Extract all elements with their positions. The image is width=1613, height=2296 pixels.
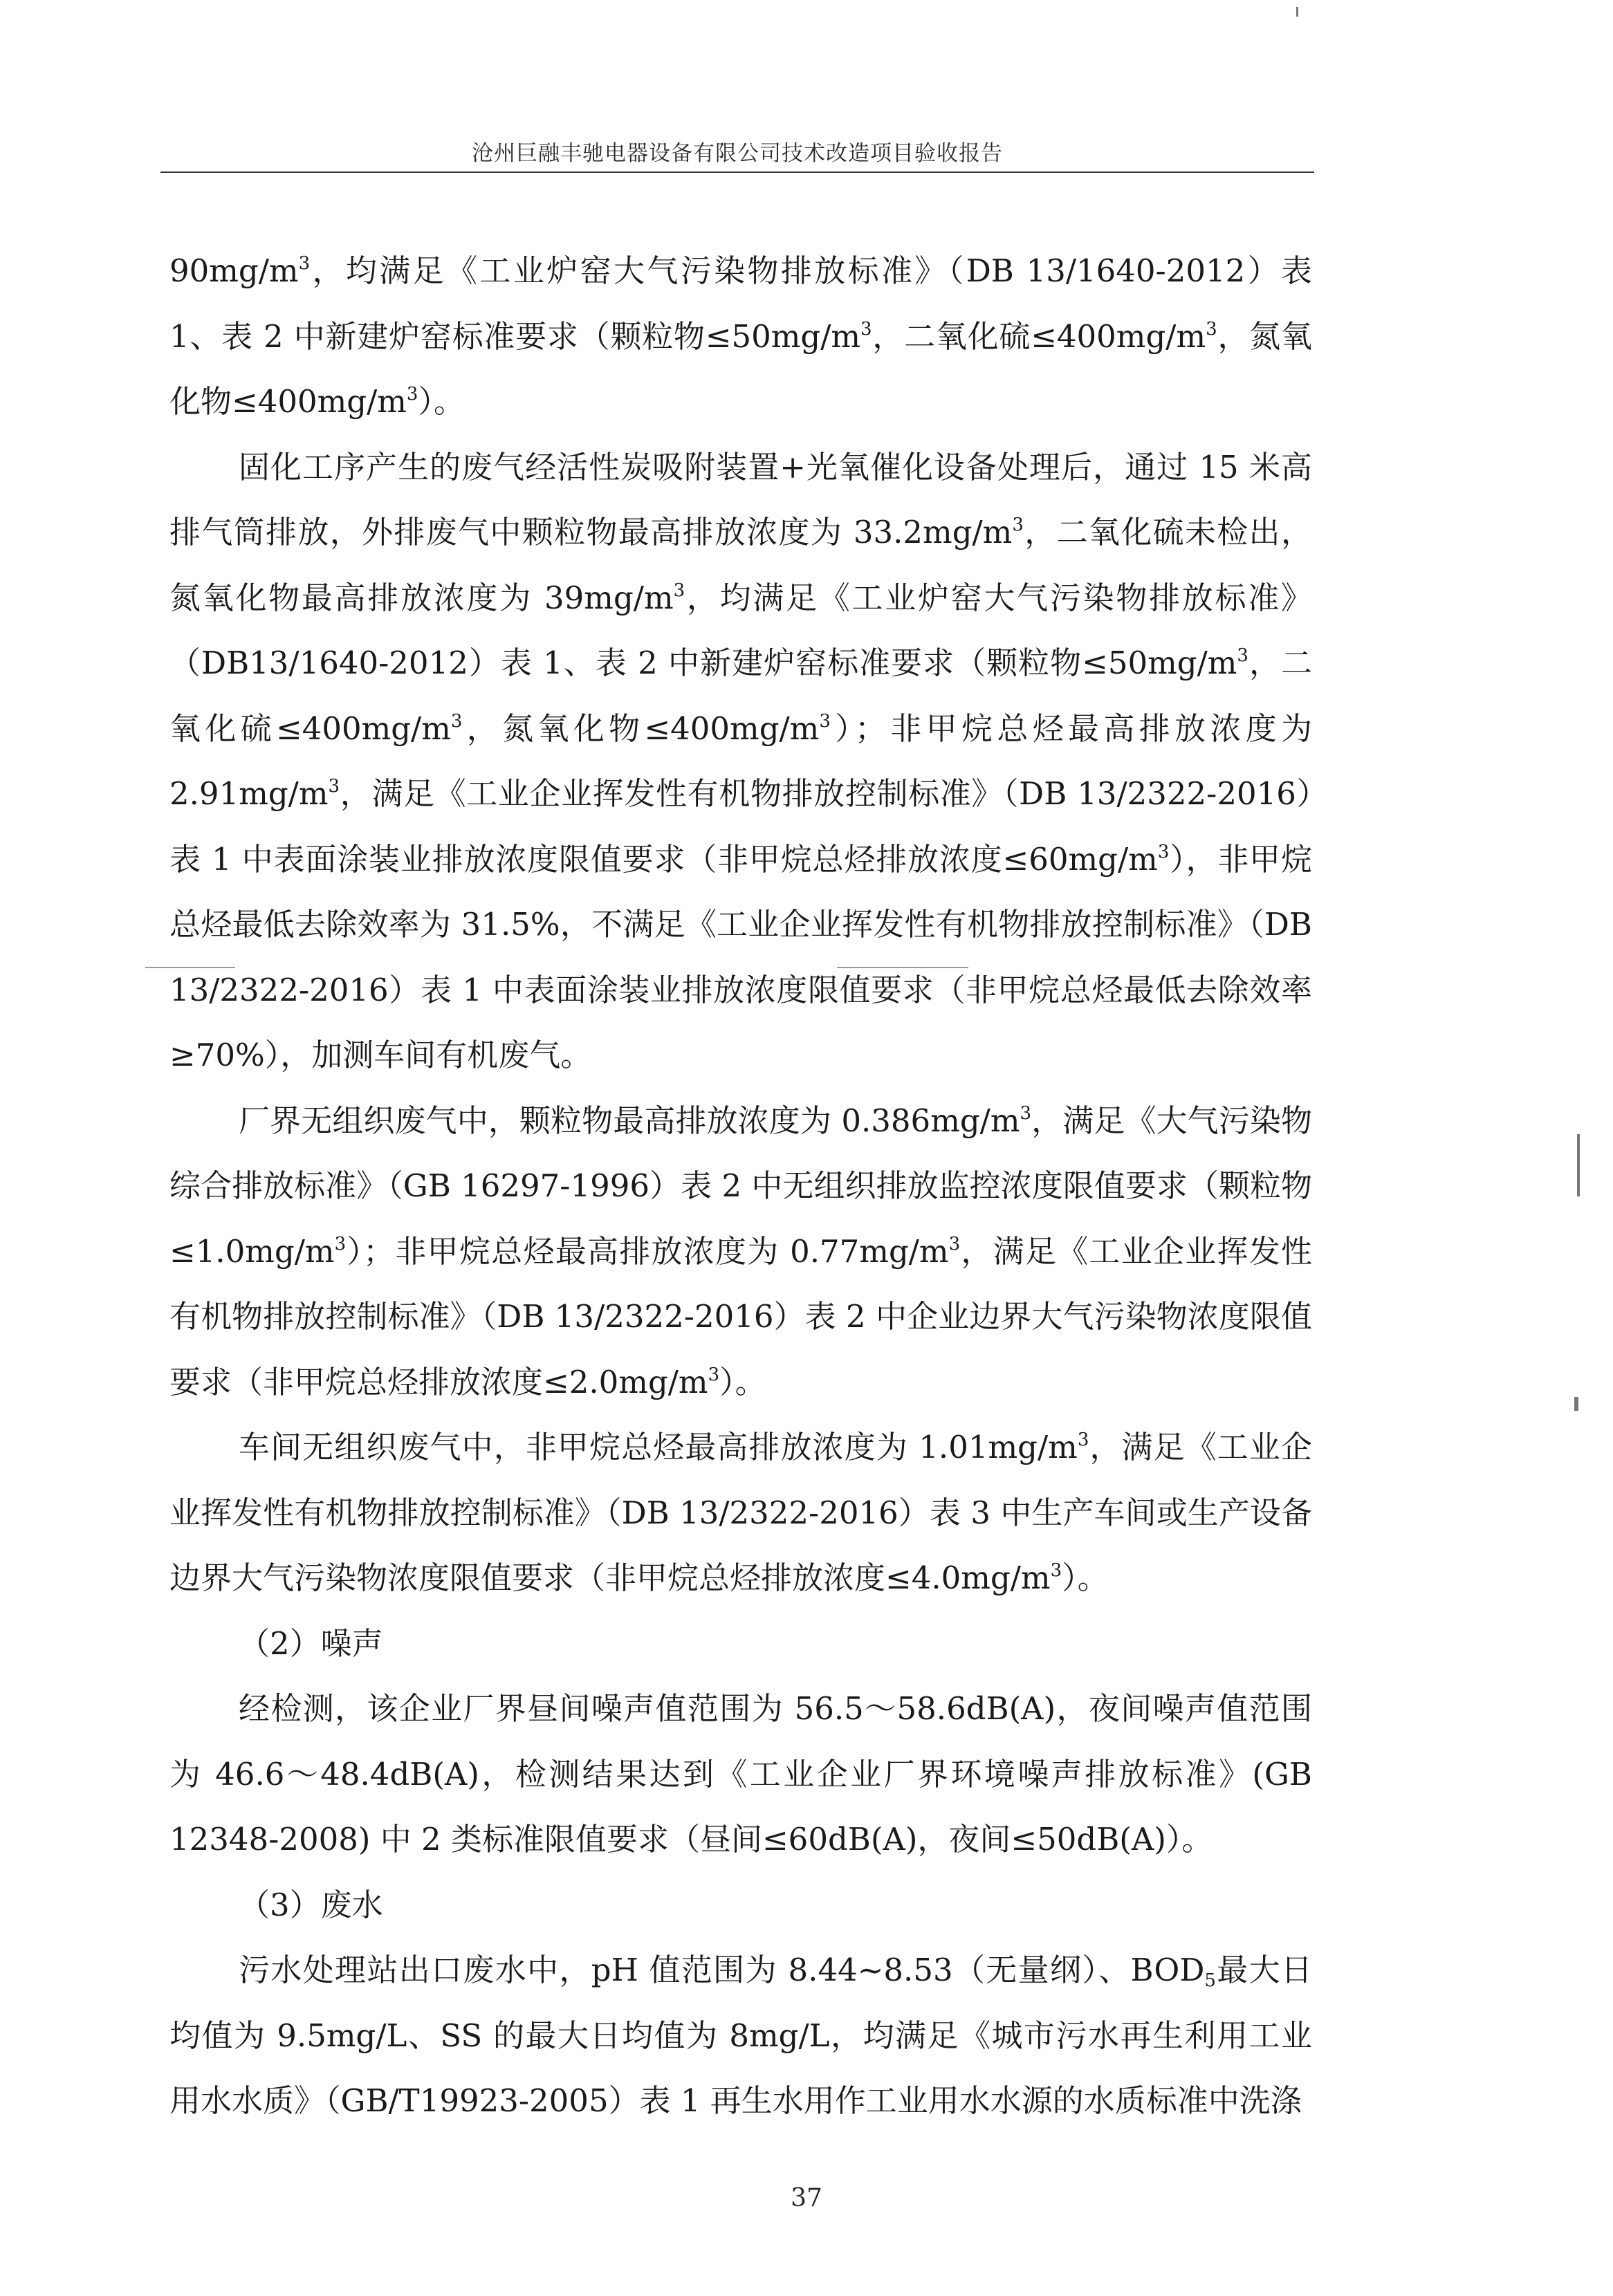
paragraph-text: ，满足《大气污染物综合排放标准》（GB 16297-1996）表 2 中无组织排放监控浓度限值要求（颗粒物≤1.0mg/m bbox=[169, 1102, 1312, 1270]
paragraph-furnace-emissions-cont bbox=[169, 239, 1312, 435]
paragraph-text: ）；非甲烷总烃最高排放浓度为 2.91mg/m bbox=[169, 710, 1313, 812]
superscript: 3 bbox=[1012, 515, 1024, 535]
paragraph-text: 车间无组织废气中，非甲烷总烃最高排放浓度为 1.01mg/m bbox=[239, 1429, 1078, 1465]
superscript: 3 bbox=[450, 710, 463, 732]
superscript: 3 bbox=[298, 253, 311, 274]
paragraph-text: ，二氧化硫≤400mg/m bbox=[169, 645, 1312, 747]
header-rule bbox=[160, 172, 1314, 173]
scan-edge-mark bbox=[1296, 7, 1298, 17]
subscript: 5 bbox=[1204, 1970, 1216, 1991]
section-heading-wastewater: （3）废水 bbox=[239, 1886, 383, 1923]
paragraph-text: ）；非甲烷总烃最高排放浓度为 0.77mg/m bbox=[346, 1232, 949, 1270]
superscript: 3 bbox=[1077, 1429, 1089, 1450]
paragraph-text: 固化工序产生的废气经活性炭吸附装置+光氧催化设备处理后，通过 15 米高排气筒排放，外排废气中颗粒物最高排放浓度为 33.2mg/m bbox=[169, 448, 1312, 550]
superscript: 3 bbox=[948, 1233, 961, 1255]
paragraph-text: ，氮氧化物≤400mg/m bbox=[169, 317, 1312, 420]
scan-fold-line-left bbox=[145, 967, 235, 968]
paragraph-text: ，均满足《工业炉窑大气污染物排放标准》（DB13/1640-2012）表 1、表 2 中新建炉窑标准要求（颗粒物≤50mg/m bbox=[169, 579, 1312, 681]
paragraph-text: ，满足《工业企业挥发性有机物排放控制标准》（DB 13/2322-2016）表 3 中生产车间或生产设备边界大气污染物浓度限值要求（非甲烷总烃排放浓度≤4.0mg/m bbox=[169, 1429, 1312, 1596]
superscript: 3 bbox=[328, 776, 340, 797]
section-heading-noise: （2）噪声 bbox=[239, 1624, 383, 1662]
paragraph-text: ，二氧化硫≤400mg/m bbox=[872, 317, 1206, 355]
paragraph-text: 经检测，该企业厂界昼间噪声值范围为 56.5～58.6dB(A)，夜间噪声值范围为 46.6～48.4dB(A)，检测结果达到《工业企业厂界环境噪声排放标准》(GB 12348-2008) 中 2 类标准限值要求（昼间≤60dB(A)，夜间≤50dB(A)）。 bbox=[169, 1690, 1312, 1858]
paragraph-text: ，满足《工业企业挥发性有机物排放控制标准》（DB 13/2322-2016）表 2 中企业边界大气污染物浓度限值要求（非甲烷总烃排放浓度≤2.0mg/m bbox=[169, 1232, 1312, 1400]
superscript: 3 bbox=[673, 580, 685, 601]
superscript: 3 bbox=[1206, 318, 1217, 340]
superscript: 3 bbox=[860, 318, 872, 340]
scan-edge-mark bbox=[1574, 1397, 1578, 1411]
paragraph-text: ），非甲烷总烃最低去除效率为 31.5%，不满足《工业企业挥发性有机物排放控制标准》（DB 13/2322-2016）表 1 中表面涂装业排放浓度限值要求（非甲烷总烃最低去除效率≥70%），加测车间有机废气。 bbox=[169, 840, 1312, 1073]
superscript: 3 bbox=[819, 710, 831, 732]
paragraph-text: 90mg/m bbox=[169, 252, 299, 289]
paragraph-wastewater-results bbox=[169, 1938, 1312, 2134]
paragraph-text: ，氮氧化物≤400mg/m bbox=[462, 710, 820, 747]
scan-fold-line-right bbox=[837, 967, 968, 968]
superscript: 3 bbox=[334, 1233, 347, 1255]
superscript: 3 bbox=[1050, 1560, 1062, 1581]
report-body bbox=[169, 239, 1312, 2134]
superscript: 3 bbox=[708, 1364, 720, 1385]
page-number: 37 bbox=[791, 2184, 822, 2212]
paragraph-text: ）。 bbox=[418, 383, 465, 420]
paragraph-text: ，满足《工业企业挥发性有机物排放控制标准》（DB 13/2322-2016）表 1 中表面涂装业排放浓度限值要求（非甲烷总烃排放浓度≤60mg/m bbox=[169, 775, 1312, 878]
paragraph-text: ，均满足《工业炉窑大气污染物排放标准》（DB 13/1640-2012）表 1、表 2 中新建炉窑标准要求（颗粒物≤50mg/m bbox=[169, 252, 1312, 355]
paragraph-text: 最大日均值为 9.5mg/L、SS 的最大日均值为 8mg/L，均满足《城市污水再生利用工业用水水质》（GB/T19923-2005）表 1 再生水用作工业用水水源的水质标准中洗涤 bbox=[169, 1952, 1312, 2119]
superscript: 3 bbox=[1157, 841, 1170, 862]
superscript: 3 bbox=[1020, 1102, 1032, 1124]
superscript: 3 bbox=[406, 384, 418, 405]
paragraph-text: ，二氧化硫未检出，氮氧化物最高排放浓度为 39mg/m bbox=[169, 514, 1312, 616]
superscript: 3 bbox=[1237, 645, 1248, 666]
paragraph-text: ）。 bbox=[719, 1363, 766, 1400]
scan-edge-mark bbox=[1577, 1134, 1580, 1196]
paragraph-text: ）。 bbox=[1062, 1559, 1109, 1596]
paragraph-noise-results bbox=[169, 1676, 1312, 1873]
paragraph-boundary-fugitive-gas bbox=[169, 1089, 1312, 1416]
paragraph-text: 厂界无组织废气中，颗粒物最高排放浓度为 0.386mg/m bbox=[239, 1102, 1020, 1139]
paragraph-curing-exhaust bbox=[169, 435, 1312, 1089]
page-header: 沧州巨融丰驰电器设备有限公司技术改造项目验收报告 bbox=[472, 141, 1003, 166]
paragraph-workshop-fugitive-gas bbox=[169, 1415, 1312, 1611]
paragraph-text: 污水处理站出口废水中，pH 值范围为 8.44~8.53（无量纲）、BOD bbox=[239, 1952, 1205, 1988]
